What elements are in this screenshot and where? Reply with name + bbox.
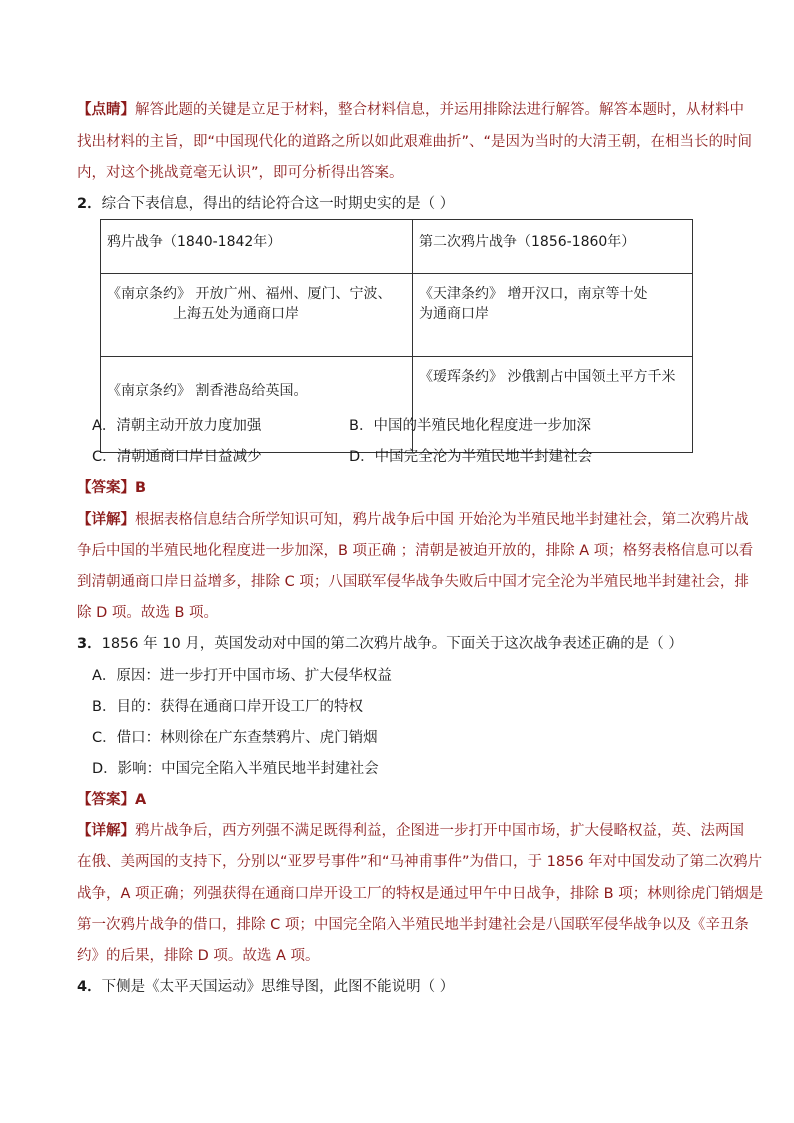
- q1-tip-line-3: 内，对这个挑战竟毫无认识”，即可分析得出答案。: [77, 165, 404, 181]
- q3-option-b: B．目的：获得在通商口岸开设工厂的特权: [92, 699, 363, 715]
- answer-tag: 【答案】: [77, 480, 135, 496]
- table-header-row: [101, 220, 693, 274]
- q3-detail-line-4: 第一次鸦片战争的借口，排除 C 项；中国完全陷入半殖民地半封建社会是八国联军侵华战争以及《辛丑条: [77, 917, 749, 933]
- q2-option-c: C．清朝通商口岸日益减少: [92, 449, 262, 465]
- q2-detail-line-3: 到清朝通商口岸日益增多，排除 C 项；八国联军侵华战争失败后中国才完全沦为半殖民地半封建社会，排: [77, 574, 749, 590]
- q3-detail-line-5: 约》的后果，排除 D 项。故选 A 项。: [77, 948, 320, 964]
- q3-option-d: D．影响：中国完全陷入半殖民地半封建社会: [92, 761, 379, 777]
- detail-text: 根据表格信息结合所学知识可知，鸦片战争后中国 开始沦为半殖民地半封建社会，第二次鸦片战: [135, 512, 749, 528]
- tip-tag: 【点睛】: [77, 102, 135, 118]
- q2-detail-line-1: [77, 510, 749, 530]
- q2-option-a: A．清朝主动开放力度加强: [92, 418, 262, 434]
- table-row: [101, 357, 693, 453]
- q2-option-b: B．中国的半殖民地化程度进一步加深: [349, 418, 591, 434]
- q3-stem: [77, 634, 683, 654]
- q1-tip-line-2: 找出材料的主旨，即“中国现代化的道路之所以如此艰难曲折”、“是因为当时的大清王朝，在相当长的时间: [77, 134, 753, 150]
- answer-tag: 【答案】: [77, 792, 135, 808]
- q3-detail-line-1: [77, 821, 744, 841]
- q2-detail-line-4: 除 D 项。故选 B 项。: [77, 605, 219, 621]
- detail-text: 鸦片战争后，西方列强不满足既得利益，企图进一步打开中国市场，扩大侵略权益，英、法两国: [135, 823, 744, 839]
- detail-tag: 【详解】: [77, 823, 135, 839]
- table-cell: 《南京条约》 割香港岛给英国。: [101, 357, 413, 453]
- table-header-cell: 鸦片战争（1840-1842年）: [101, 220, 413, 274]
- tip-text: 解答此题的关键是立足于材料，整合材料信息，并运用排除法进行解答。解答本题时，从材料中: [135, 102, 744, 118]
- q4-stem-text: 下侧是《太平天国运动》思维导图，此图不能说明（ ）: [101, 979, 455, 995]
- detail-tag: 【详解】: [77, 512, 135, 528]
- table-cell: [101, 274, 413, 357]
- q3-number: 3．: [77, 636, 102, 652]
- q2-answer: [77, 478, 146, 498]
- q2-stem: [77, 194, 454, 214]
- q3-option-a: A．原因：进一步打开中国市场、扩大侵华权益: [92, 668, 392, 684]
- q3-detail-line-3: 战争，A 项正确；列强获得在通商口岸开设工厂的特权是通过甲午中日战争，排除 B 项；林则徐虎门销烟是: [77, 886, 764, 902]
- table-cell-text: 为通商口岸: [419, 306, 489, 322]
- table-row: [101, 274, 693, 357]
- q2-option-d: D．中国完全沦为半殖民地半封建社会: [349, 449, 593, 465]
- q3-answer: [77, 790, 146, 810]
- q4-stem: [77, 977, 454, 997]
- table-cell-text: 《南京条约》 开放广州、福州、厦门、宁波、: [107, 286, 392, 302]
- q4-number: 4．: [77, 979, 102, 995]
- q2-detail-line-2: 争后中国的半殖民地化程度进一步加深，B 项正确 ；清朝是被迫开放的，排除 A 项；格努表格信息可以看: [77, 543, 754, 559]
- table-cell-text: 《天津条约》 增开汉口，南京等十处: [419, 286, 648, 302]
- table-cell: 《瑷珲条约》 沙俄割占中国领土平方千米: [413, 357, 693, 453]
- q3-detail-line-2: 在俄、美两国的支持下，分别以“亚罗号事件”和“马神甫事件”为借口，于 1856 年对中国发动了第二次鸦片: [77, 854, 763, 870]
- q2-stem-text: 综合下表信息，得出的结论符合这一时期史实的是（ ）: [101, 196, 455, 212]
- table-header-cell: 第二次鸦片战争（1856-1860年）: [413, 220, 693, 274]
- answer-value: A: [135, 792, 147, 808]
- q2-number: 2．: [77, 196, 102, 212]
- table-cell: [413, 274, 693, 357]
- answer-value: B: [135, 480, 147, 496]
- table-cell-text: 上海五处为通商口岸: [173, 306, 299, 322]
- q1-tip-line-1: [77, 100, 744, 120]
- q3-option-c: C．借口：林则徐在广东查禁鸦片、虎门销烟: [92, 730, 378, 746]
- q3-stem-text: 1856 年 10 月，英国发动对中国的第二次鸦片战争。下面关于这次战争表述正确的是（ ）: [101, 636, 683, 652]
